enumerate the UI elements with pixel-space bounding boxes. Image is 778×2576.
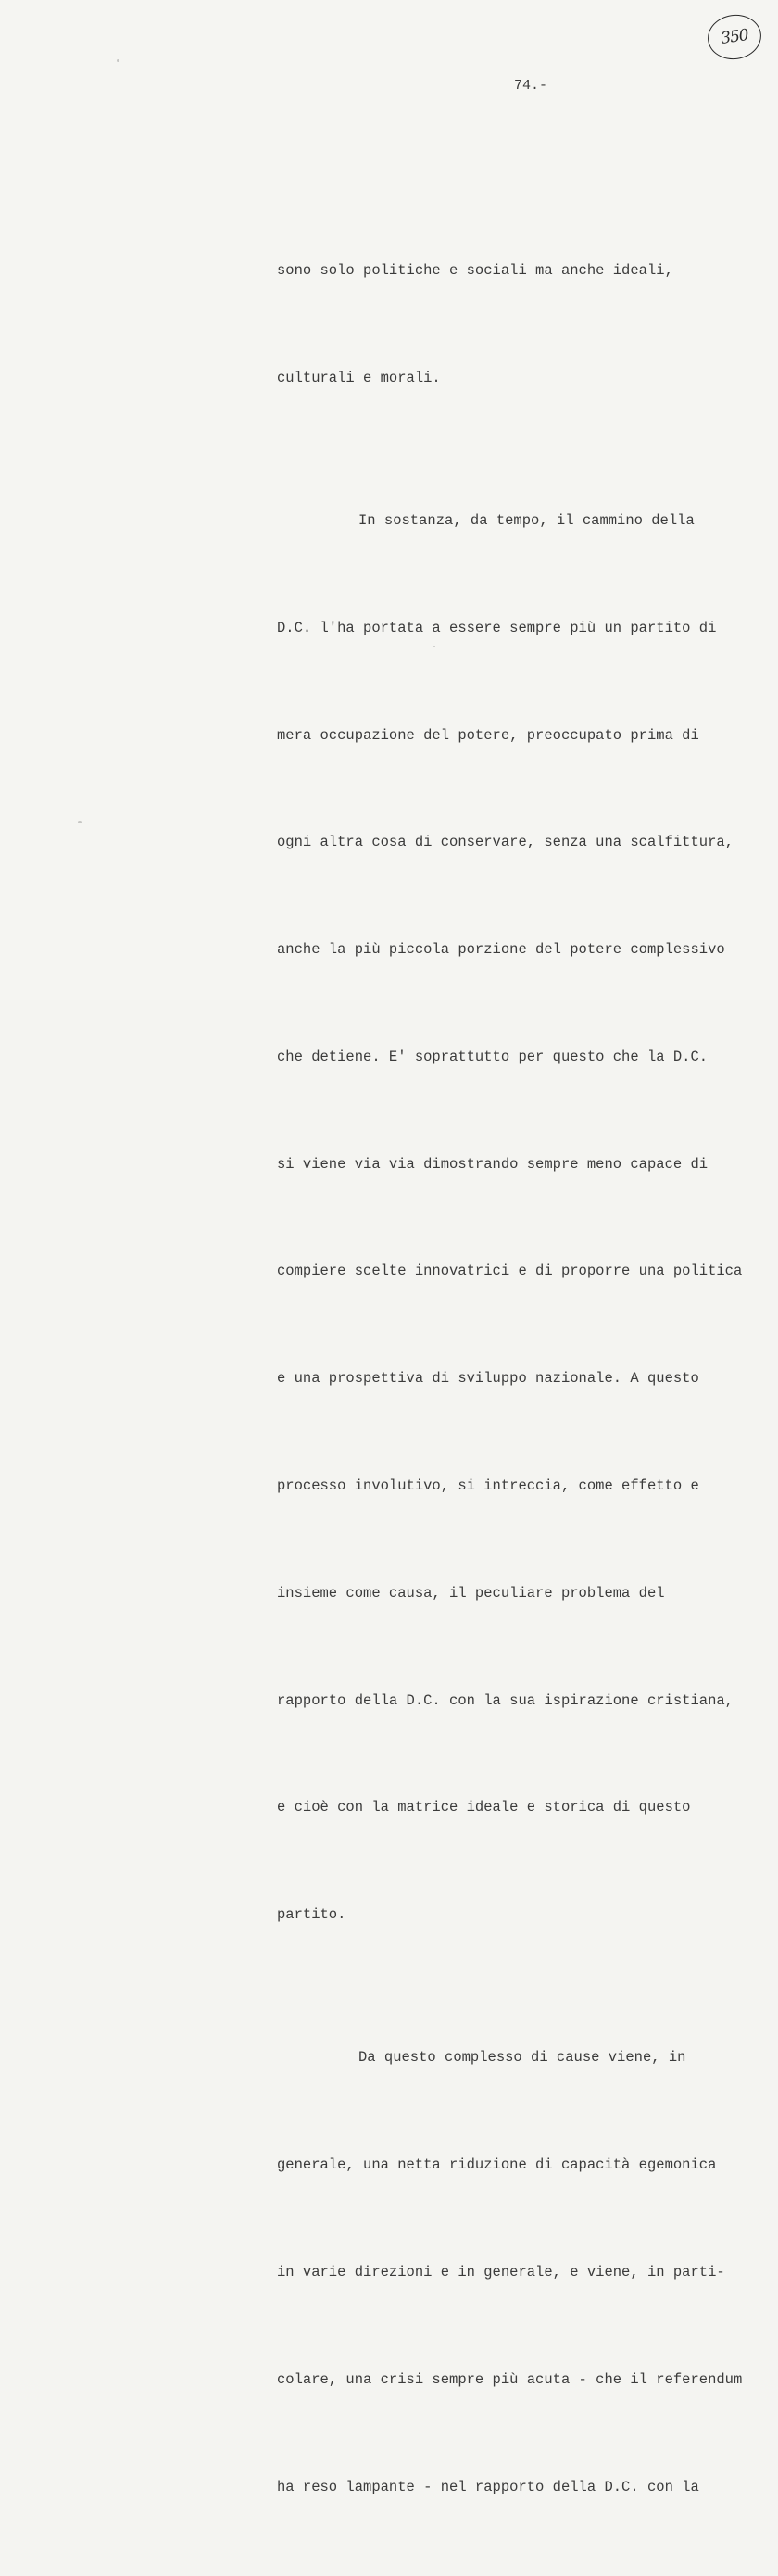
- archive-stamp: [705, 11, 764, 63]
- text-line: e cioè con la matrice ideale e storica di questo: [277, 1799, 691, 1816]
- text-line: In sostanza, da tempo, il cammino della: [358, 511, 695, 529]
- text-line: in varie direzioni e in generale, e viene, in parti-: [277, 2264, 725, 2281]
- text-line: ha reso lampante - nel rapporto della D.C. con la: [277, 2478, 699, 2495]
- text-line: Da questo complesso di cause viene, in: [358, 2049, 686, 2067]
- text-line: generale, una netta riduzione di capacità egemonica: [277, 2156, 717, 2174]
- paper-speck: [78, 821, 82, 823]
- page-number: 74.-: [514, 78, 548, 94]
- paper-speck: [433, 646, 435, 647]
- text-line: insieme come causa, il peculiare problema del: [277, 1584, 665, 1602]
- text-line: ogni altra cosa di conservare, senza una scalfittura,: [277, 834, 734, 851]
- text-line: culturali e morali.: [277, 369, 441, 386]
- text-line: processo involutivo, si intreccia, come effetto e: [277, 1476, 699, 1494]
- text-line: mera occupazione del potere, preoccupato prima di: [277, 726, 699, 744]
- archive-stamp-number: 350: [720, 26, 749, 48]
- text-line: partito.: [277, 1906, 346, 1924]
- text-line: e una prospettiva di sviluppo nazionale. A questo: [277, 1370, 699, 1388]
- text-line: sono solo politiche e sociali ma anche ideali,: [277, 261, 673, 279]
- text-line: che detiene. E' soprattutto per questo che la D.C.: [277, 1048, 709, 1065]
- text-line: si viene via via dimostrando sempre meno capace di: [277, 1155, 709, 1173]
- body-text: [277, 145, 777, 2576]
- text-line: D.C. l'ha portata a essere sempre più un partito di: [277, 619, 717, 636]
- text-line: colare, una crisi sempre più acuta - che il referendum: [277, 2370, 743, 2388]
- text-line: anche la più piccola porzione del potere complessivo: [277, 941, 725, 959]
- paper-speck: [117, 59, 119, 62]
- text-line: compiere scelte innovatrici e di proporre una politica: [277, 1263, 743, 1280]
- text-line: rapporto della D.C. con la sua ispirazione cristiana,: [277, 1691, 734, 1709]
